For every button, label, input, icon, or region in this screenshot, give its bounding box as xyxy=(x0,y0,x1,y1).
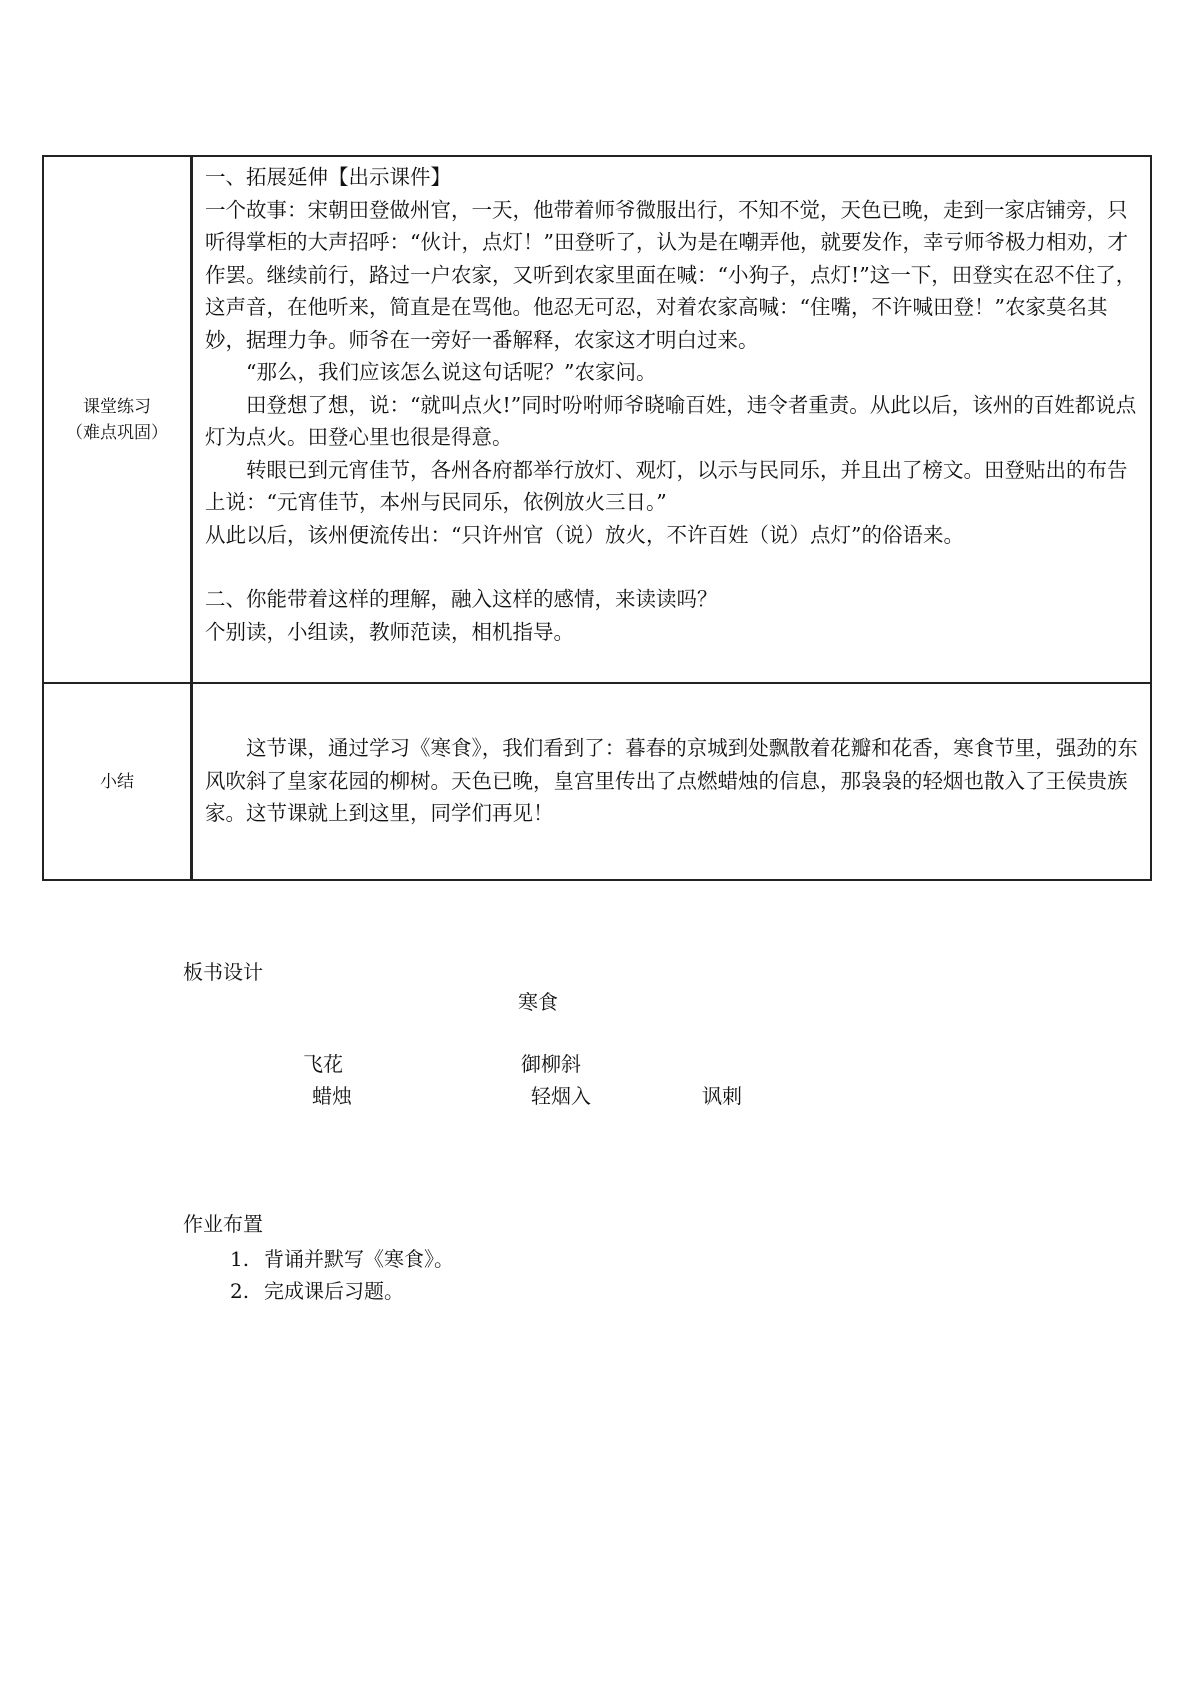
summary-label: 小结 xyxy=(43,683,192,880)
practice-label-cell xyxy=(43,156,192,683)
board-word-fengci: 讽刺 xyxy=(702,1084,742,1108)
practice-content-cell xyxy=(192,156,1152,683)
summary-row xyxy=(43,683,1151,880)
practice-label: 课堂练习 xyxy=(83,396,151,417)
lesson-table xyxy=(42,155,1152,881)
homework-item xyxy=(230,1243,454,1272)
homework-item-text: 背诵并默写《寒食》。 xyxy=(264,1247,454,1271)
homework-item-number: 2. xyxy=(230,1279,250,1303)
reading-methods: 个别读，小组读，教师范读，相机指导。 xyxy=(205,619,574,644)
practice-sublabel: （难点巩固） xyxy=(66,422,168,443)
board-title: 寒食 xyxy=(518,990,558,1014)
reading-question: 二、你能带着这样的理解，融入这样的感情，来读读吗？ xyxy=(205,587,718,611)
story-paragraph-1: 一个故事：宋朝田登做州官，一天，他带着师爷微服出行，不知不觉，天色已晚，走到一家店铺旁，只听得掌柜的大声招呼：“伙计，点灯！”田登听了，认为是在嘲弄他，就要发作，幸亏师爷极力相劝，才作罢。继续前行，路过一户农家，又听到农家里面在喊：“小狗子，点灯!”这一下，田登实在忍不住了，这声音，在他听来，简直是在骂他。他忍无可忍，对着农家高喊：“住嘴，不许喊田登！”农家莫名其妙，据理力争。师爷在一旁好一番解释，农家这才明白过来。 xyxy=(205,197,1137,352)
homework-item-text: 完成课后习题。 xyxy=(264,1279,404,1303)
story-paragraph-4: 转眼已到元宵佳节，各州各府都举行放灯、观灯，以示与民同乐，并且出了榜文。田登贴出的布告上说：“元宵佳节，本州与民同乐，依例放火三日。” xyxy=(205,457,1128,514)
summary-content-cell xyxy=(192,683,1152,880)
homework-heading: 作业布置 xyxy=(183,1212,263,1236)
homework-item-number: 1. xyxy=(230,1247,250,1271)
practice-row xyxy=(43,156,1151,683)
summary-text: 这节课，通过学习《寒食》，我们看到了：暮春的京城到处飘散着花瓣和花香，寒食节里，强劲的东风吹斜了皇家花园的柳树。天色已晚，皇宫里传出了点燃蜡烛的信息，那袅袅的轻烟也散入了王侯贵族家。这节课就上到这里，同学们再见！ xyxy=(205,736,1138,825)
story-paragraph-5: 从此以后，该州便流传出：“只许州官（说）放火，不许百姓（说）点灯”的俗语来。 xyxy=(205,522,964,547)
board-word-lazhu: 蜡烛 xyxy=(312,1084,352,1108)
story-paragraph-2: “那么，我们应该怎么说这句话呢？”农家问。 xyxy=(246,360,657,384)
homework-item xyxy=(230,1275,404,1304)
board-word-feihua: 飞花 xyxy=(303,1052,343,1076)
board-design-heading: 板书设计 xyxy=(183,960,263,984)
board-word-yuliuxie: 御柳斜 xyxy=(521,1052,581,1076)
story-paragraph-3: 田登想了想，说：“就叫点火!”同时吩咐师爷晓喻百姓，违令者重责。从此以后，该州的百姓都说点灯为点火。田登心里也很是得意。 xyxy=(205,392,1137,449)
extension-heading: 一、拓展延伸【出示课件】 xyxy=(205,165,451,189)
board-word-qingyanru: 轻烟入 xyxy=(531,1084,591,1108)
